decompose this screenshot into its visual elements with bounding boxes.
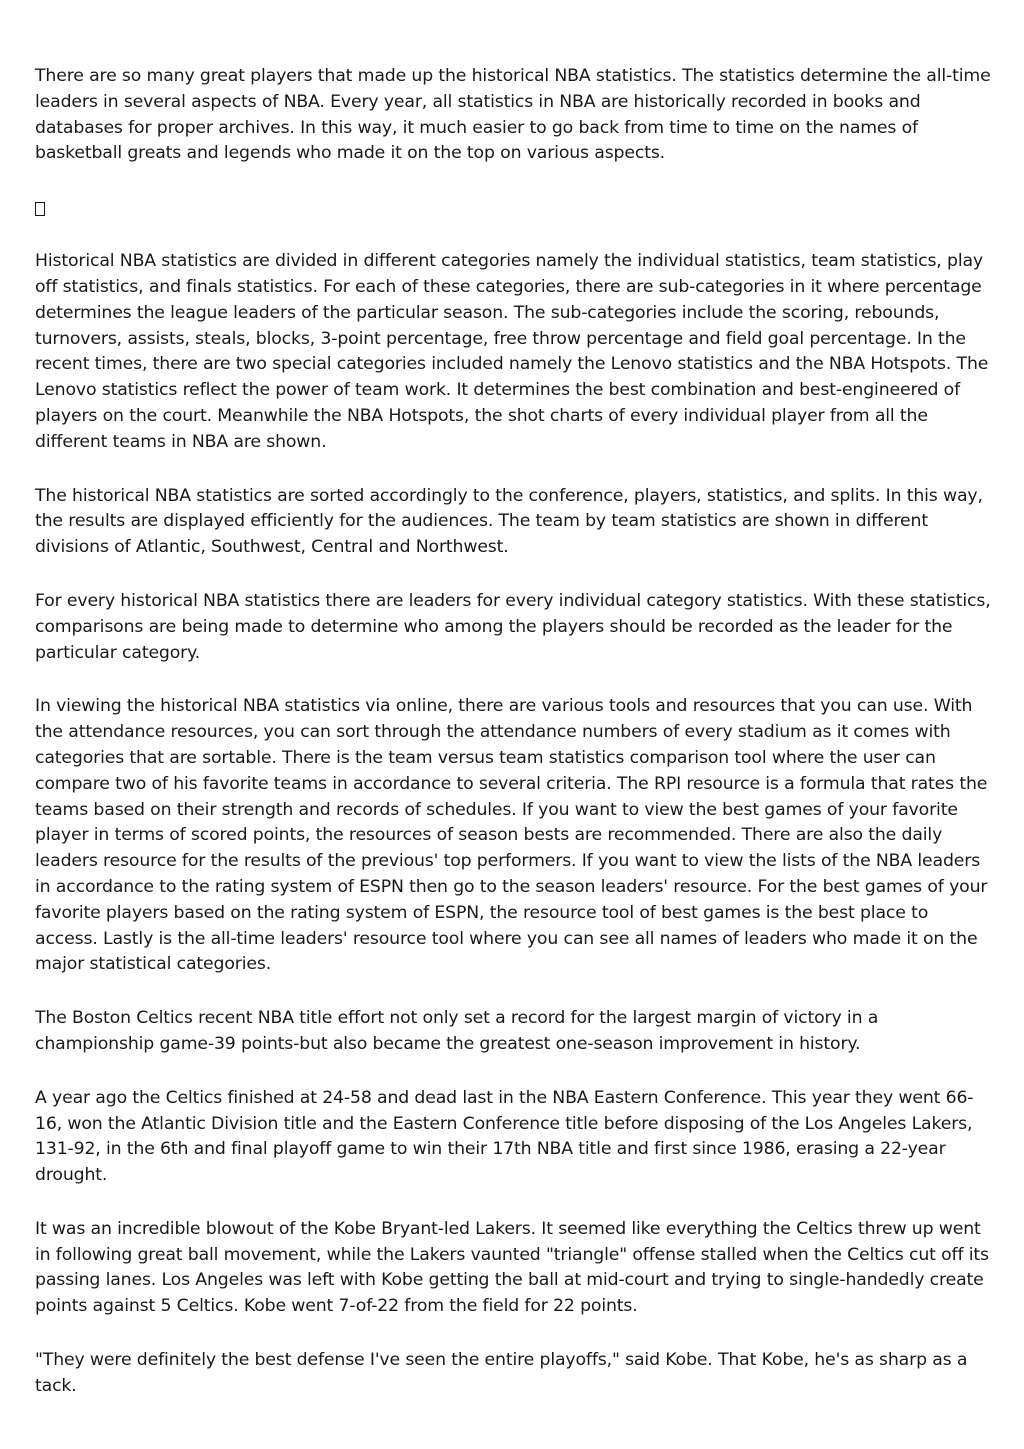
article-body <box>35 64 991 1428</box>
paragraph-sorting: The historical NBA statistics are sorted accordingly to the conference, players, statistics, and splits. In this way, the results are displayed efficiently for the audiences. The team by team statistics are shown in different divisions of Atlantic, Southwest, Central and Northwest. <box>35 485 983 558</box>
paragraph-categories: Historical NBA statistics are divided in different categories namely the individual statistics, team statistics, play off statistics, and finals statistics. For each of these categories, there are sub-categories in it where percentage determines the league leaders of the particular season. The sub-categories include the scoring, rebounds, turnovers, assists, steals, blocks, 3-point percentage, free throw percentage and field goal percentage. In the recent times, there are two special categories included namely the Lenovo statistics and the NBA Hotspots. The Lenovo statistics reflect the power of team work. It determines the best combination and best-engineered of players on the court. Meanwhile the NBA Hotspots, the shot charts of every individual player from all the different teams in NBA are shown. <box>35 251 989 452</box>
paragraph-kobe-quote: "They were definitely the best defense I've seen the entire playoffs," said Kobe. That Kobe, he's as sharp as a tack. <box>35 1350 968 1396</box>
missing-glyph-icon <box>35 195 991 221</box>
paragraph-celtics-season: A year ago the Celtics finished at 24-58 and dead last in the NBA Eastern Conference. This year they went 66-16, won the Atlantic Division title and the Eastern Conference title before disposing of the Los Angeles Lakers, 131-92, in the 6th and final playoff game to win their 17th NBA title and first since 1986, erasing a 22-year drought. <box>35 1087 974 1186</box>
paragraph-intro: There are so many great players that made up the historical NBA statistics. The statistics determine the all-time leaders in several aspects of NBA. Every year, all statistics in NBA are historically recorded in books and databases for proper archives. In this way, it much easier to go back from time to time on the names of basketball greats and legends who made it on the top on various aspects. <box>35 66 991 164</box>
paragraph-celtics-record: The Boston Celtics recent NBA title effort not only set a record for the largest margin of victory in a championship game-39 points-but also became the greatest one-season improvement in history. <box>35 1008 879 1054</box>
paragraph-leaders: For every historical NBA statistics there are leaders for every individual category statistics. With these statistics, comparisons are being made to determine who among the players should be recorded as the leader for the particular category. <box>35 590 991 663</box>
paragraph-blowout: It was an incredible blowout of the Kobe Bryant-led Lakers. It seemed like everything the Celtics threw up went in following great ball movement, while the Lakers vaunted "triangle" offense stalled when the Celtics cut off its passing lanes. Los Angeles was left with Kobe getting the ball at mid-court and trying to single-handedly create points against 5 Celtics. Kobe went 7-of-22 from the field for 22 points. <box>35 1218 989 1317</box>
paragraph-online-tools: In viewing the historical NBA statistics via online, there are various tools and resources that you can use. With the attendance resources, you can sort through the attendance numbers of every stadium as it comes with categories that are sortable. There is the team versus team statistics comparison tool where the user can compare two of his favorite teams in accordance to several criteria. The RPI resource is a formula that rates the teams based on their strength and records of schedules. If you want to view the best games of your favorite player in terms of scored points, the resources of season bests are recommended. There are also the daily leaders resource for the results of the previous' top performers. If you want to view the lists of the NBA leaders in accordance to the rating system of ESPN then go to the season leaders' resource. For the best games of your favorite players based on the rating system of ESPN, the resource tool of best games is the best place to access. Lastly is the all-time leaders' resource tool where you can see all names of leaders who made it on the major statistical categories. <box>35 696 988 975</box>
